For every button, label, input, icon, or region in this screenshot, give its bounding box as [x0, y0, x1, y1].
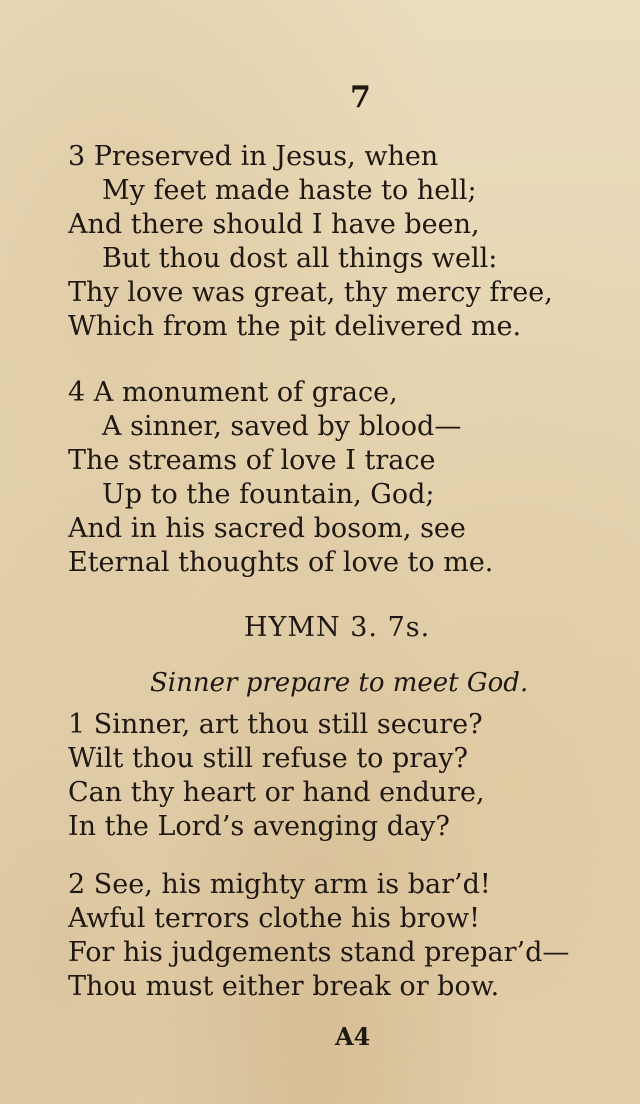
- verse-line: Can thy heart or hand endure,: [68, 777, 485, 808]
- verse-line: 3 Preserved in Jesus, when: [68, 141, 439, 172]
- verse-line: 1 Sinner, art thou still secure?: [68, 709, 483, 740]
- verse-line: 4 A monument of grace,: [68, 377, 398, 408]
- verse-line: But thou dost all things well:: [102, 243, 498, 274]
- verse-line: My feet made haste to hell;: [102, 175, 477, 206]
- verse-line: Which from the pit delivered me.: [68, 311, 522, 342]
- verse-line: And there should I have been,: [68, 209, 480, 240]
- hymn-subtitle: Sinner prepare to meet God.: [150, 668, 529, 698]
- hymn-heading: HYMN 3. 7s.: [244, 612, 431, 643]
- verse-line: A sinner, saved by blood—: [102, 411, 462, 442]
- verse-line: The streams of love I trace: [68, 445, 436, 476]
- verse-line: Awful terrors clothe his brow!: [68, 903, 480, 934]
- verse-line: Eternal thoughts of love to me.: [68, 547, 494, 578]
- verse-line: Thy love was great, thy mercy free,: [68, 277, 553, 308]
- signature-mark: A4: [335, 1022, 371, 1051]
- verse-line: 2 See, his mighty arm is bar’d!: [68, 869, 491, 900]
- verse-line: Thou must either break or bow.: [68, 971, 500, 1002]
- verse-line: Wilt thou still refuse to pray?: [68, 743, 469, 774]
- verse-line: In the Lord’s avenging day?: [68, 811, 450, 842]
- verse-line: For his judgements stand prepar’d—: [68, 937, 570, 968]
- page-number: 7: [350, 80, 371, 115]
- verse-line: And in his sacred bosom, see: [68, 513, 466, 544]
- verse-line: Up to the fountain, God;: [102, 479, 435, 510]
